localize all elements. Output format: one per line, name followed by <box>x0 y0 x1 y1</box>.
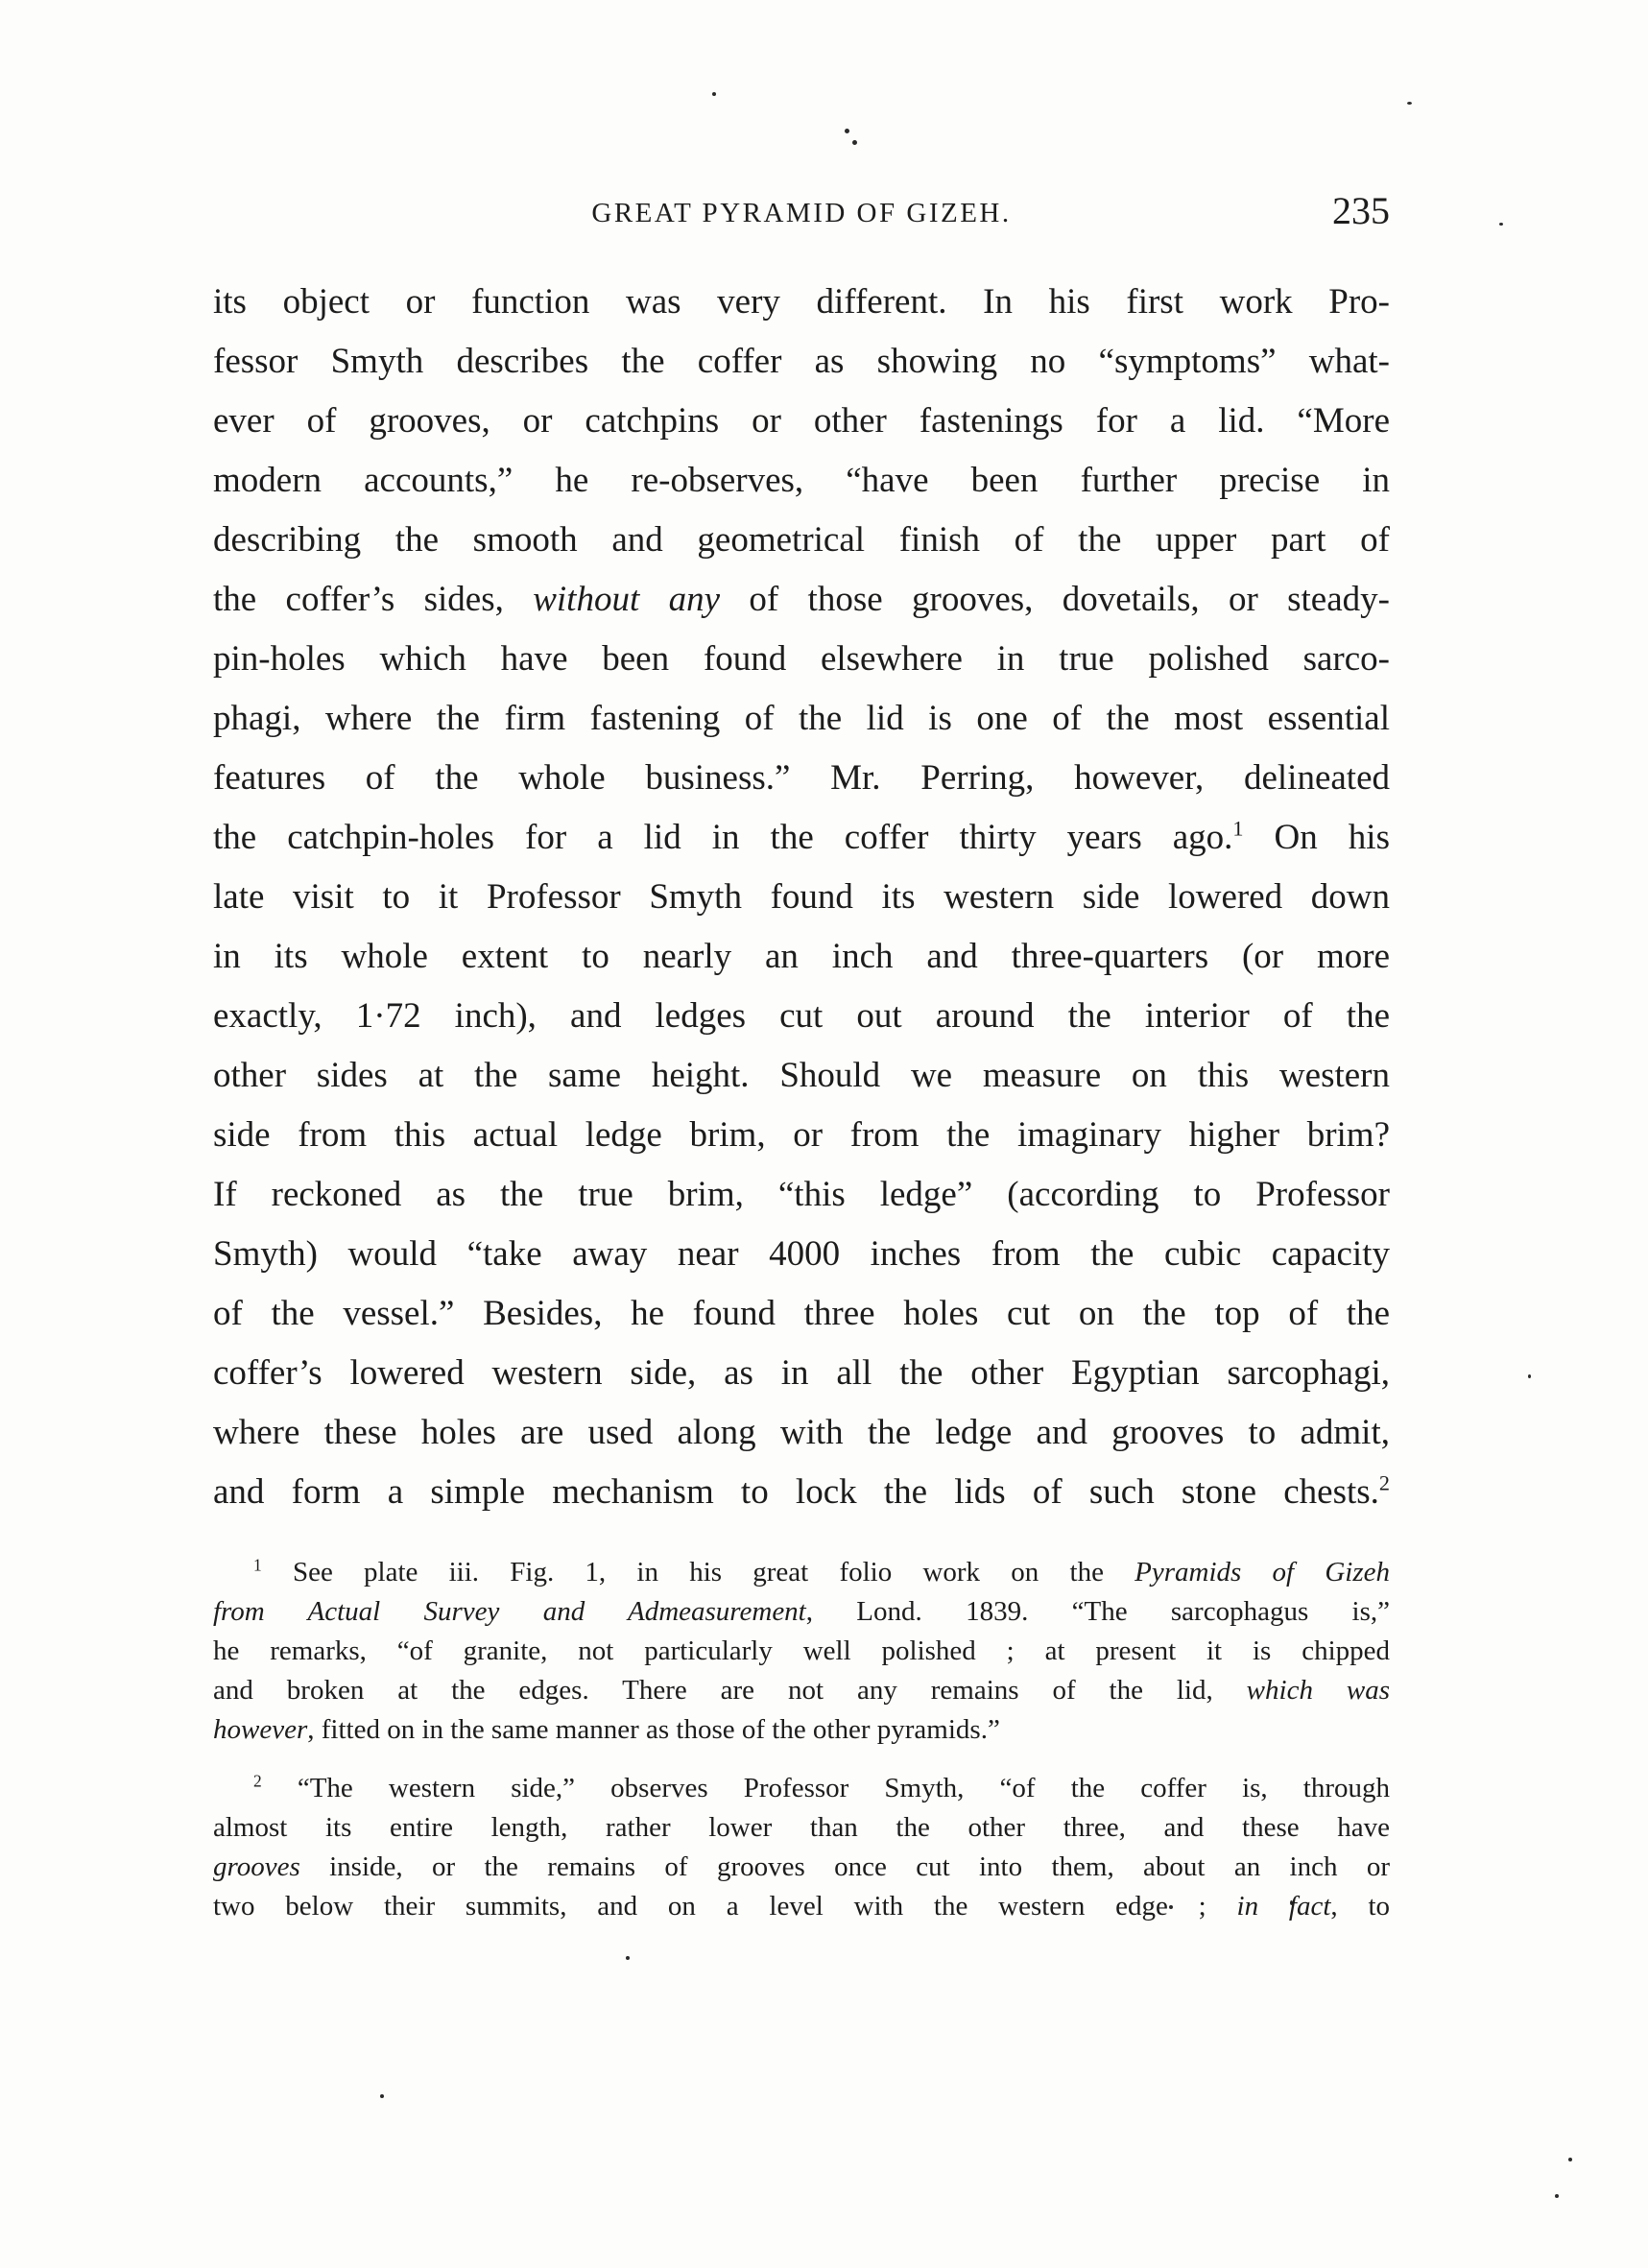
footnote-line: he remarks, “of granite, not particularly well polished ; at present it is chipped <box>213 1635 1390 1666</box>
italic-emphasis: however <box>213 1714 308 1745</box>
print-speck <box>380 2094 384 2098</box>
footnotes <box>213 1553 1390 1926</box>
body-paragraph <box>213 273 1390 1522</box>
text-run: inside, or the remains of grooves once cut into them, about an inch or <box>299 1851 1390 1882</box>
text-line: If reckoned as the true brim, “this ledge” (according to Professor <box>213 1175 1390 1214</box>
print-speck <box>1407 102 1412 105</box>
text-line: in its whole extent to nearly an inch and three-quarters (or more <box>213 937 1390 976</box>
text-run: On his <box>1243 818 1390 857</box>
text-line: Smyth) would “take away near 4000 inches from the cubic capacity <box>213 1234 1390 1274</box>
text-line <box>213 808 1390 868</box>
footnote-line <box>213 1769 1390 1808</box>
footnote-line <box>213 1887 1390 1926</box>
text-run: the coffer’s sides, <box>213 580 534 619</box>
print-speck <box>845 129 849 133</box>
text-run: , to <box>1330 1891 1390 1922</box>
text-line: exactly, 1·72 inch), and ledges cut out around the interior of the <box>213 996 1390 1036</box>
text-line: other sides at the same height. Should we measure on this western <box>213 1056 1390 1095</box>
footnote-line <box>213 1710 1390 1750</box>
italic-emphasis: grooves <box>213 1851 300 1882</box>
print-speck <box>1499 223 1503 226</box>
text-run: and broken at the edges. There are not any remains of the lid, <box>213 1675 1247 1706</box>
text-line: its object or function was very different. In his first work Pro- <box>213 282 1390 322</box>
footnote-marker: 2 <box>253 1771 262 1791</box>
footnote-2 <box>213 1769 1390 1926</box>
footnote-marker: 1 <box>253 1555 262 1575</box>
text-line: of the vessel.” Besides, he found three holes cut on the top of the <box>213 1294 1390 1333</box>
page-header <box>213 188 1390 246</box>
footnote-line <box>213 1848 1390 1887</box>
footnote-ref: 1 <box>1232 816 1244 841</box>
footnote-ref: 2 <box>1378 1470 1390 1495</box>
print-speck <box>1555 2194 1559 2198</box>
footnote-line <box>213 1671 1390 1710</box>
print-speck <box>626 1956 630 1960</box>
text-line: where these holes are used along with the ledge and grooves to admit, <box>213 1413 1390 1452</box>
italic-emphasis: without any <box>533 580 721 619</box>
text-line: features of the whole business.” Mr. Perring, however, delineated <box>213 758 1390 798</box>
text-run: “The western side,” observes Professor Smyth, “of the coffer is, through <box>297 1773 1390 1803</box>
text-run: , fitted on in the same manner as those of the other pyramids.” <box>307 1714 1000 1745</box>
print-speck <box>1528 1374 1531 1378</box>
italic-title: Pyramids of Gizeh <box>1134 1557 1390 1588</box>
text-run: the catchpin-holes for a lid in the coffer thirty years ago. <box>213 818 1233 857</box>
text-line <box>213 1463 1390 1522</box>
text-line: ever of grooves, or catchpins or other fastenings for a lid. “More <box>213 401 1390 441</box>
text-run: two below their summits, and on a level with the western edge ; <box>213 1891 1237 1922</box>
footnote-1 <box>213 1553 1390 1750</box>
text-line: describing the smooth and geometrical finish of the upper part of <box>213 520 1390 560</box>
text-run: See plate iii. Fig. 1, in his great folio work on the <box>292 1557 1135 1588</box>
italic-title: from Actual Survey and Admeasurement <box>213 1596 806 1627</box>
text-run: and form a simple mechanism to lock the lids of such stone chests. <box>213 1472 1379 1512</box>
footnote-line <box>213 1592 1390 1632</box>
text-run: , Lond. 1839. “The sarcophagus is,” <box>805 1596 1390 1627</box>
footnote-line: almost its entire length, rather lower than the other three, and these have <box>213 1812 1390 1843</box>
text-line: modern accounts,” he re-observes, “have been further precise in <box>213 461 1390 500</box>
text-line: fessor Smyth describes the coffer as showing no “symptoms” what- <box>213 342 1390 381</box>
footnote-line <box>213 1553 1390 1592</box>
text-line: pin-holes which have been found elsewhere in true polished sarco- <box>213 639 1390 679</box>
italic-emphasis: in fact <box>1236 1891 1331 1922</box>
text-line: side from this actual ledge brim, or from the imaginary higher brim? <box>213 1115 1390 1155</box>
text-run: of those grooves, dovetails, or steady- <box>720 580 1390 619</box>
italic-emphasis: which was <box>1246 1675 1390 1706</box>
footnote-spacer <box>213 1750 1390 1769</box>
print-speck <box>852 140 857 145</box>
print-speck <box>1568 2158 1572 2161</box>
print-speck <box>712 92 716 96</box>
text-line: late visit to it Professor Smyth found its western side lowered down <box>213 877 1390 917</box>
running-title: GREAT PYRAMID OF GIZEH. <box>591 198 1012 228</box>
text-line: coffer’s lowered western side, as in all the other Egyptian sarcophagi, <box>213 1353 1390 1393</box>
text-line <box>213 570 1390 630</box>
page-number: 235 <box>1332 189 1390 232</box>
text-line: phagi, where the firm fastening of the lid is one of the most essential <box>213 699 1390 738</box>
